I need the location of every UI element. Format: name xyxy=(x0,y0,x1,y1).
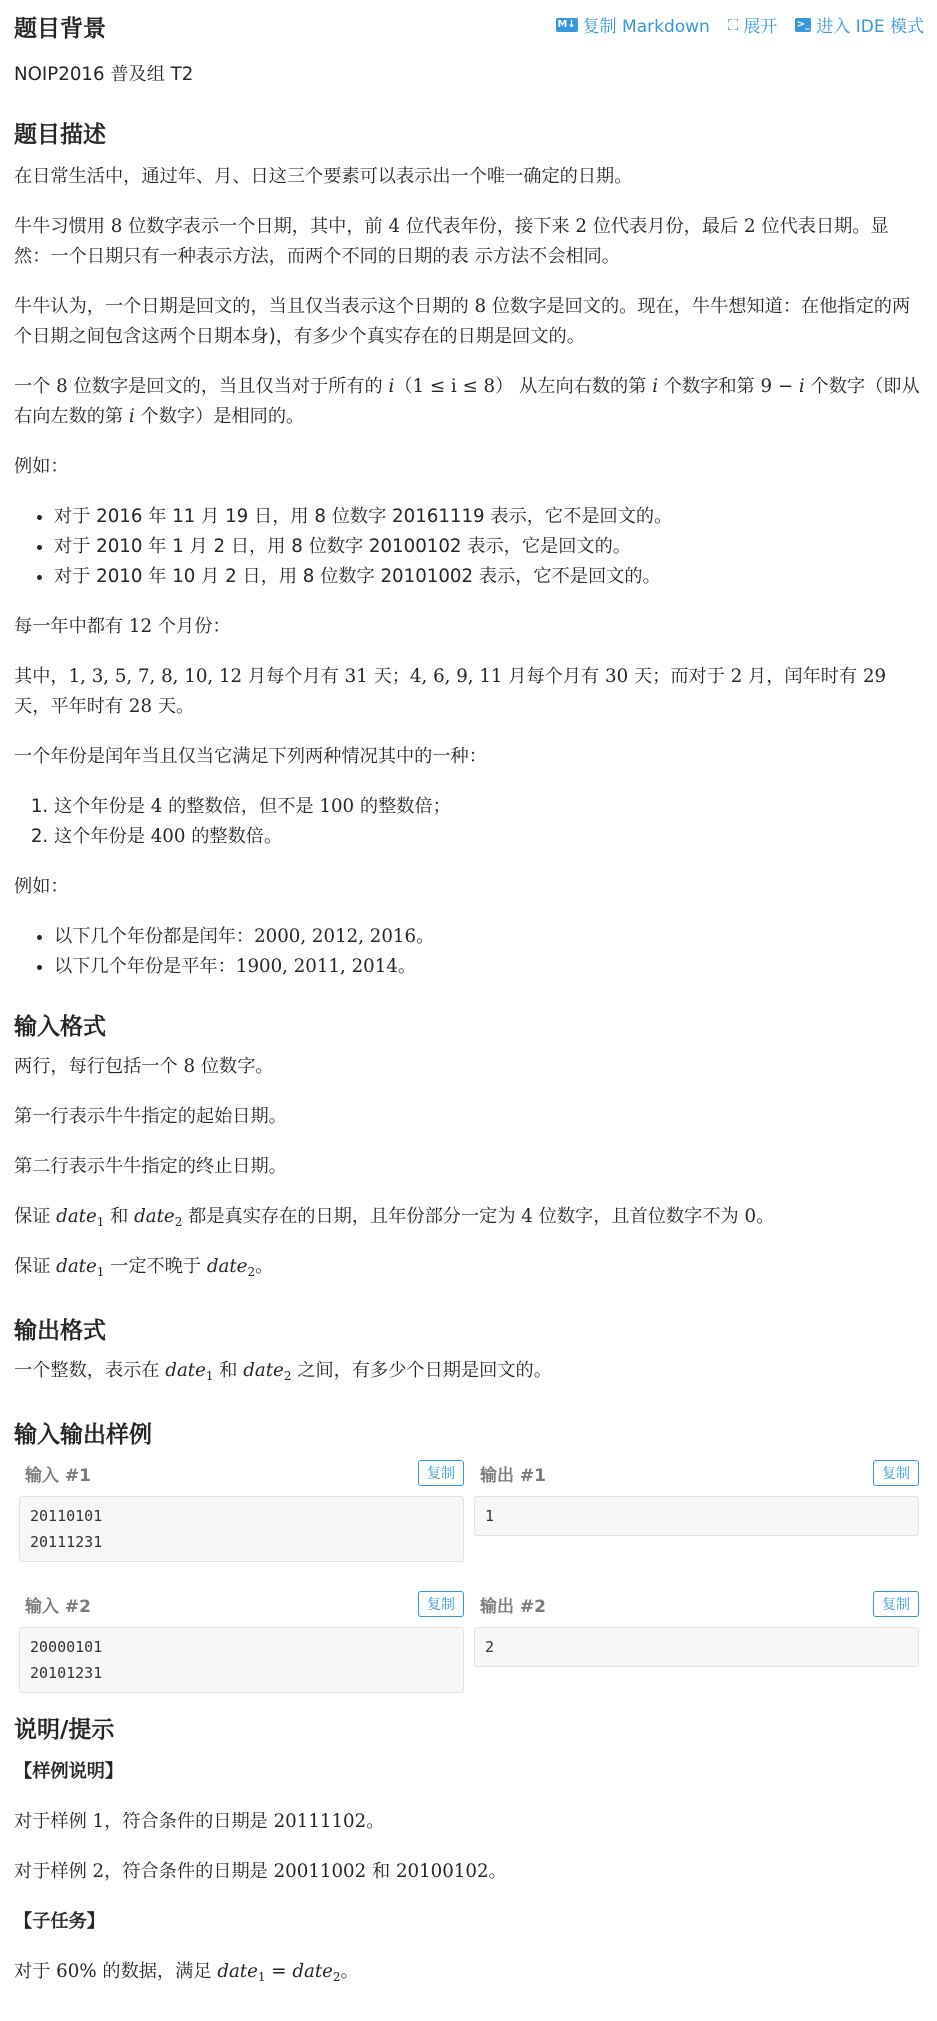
leap-rule-list xyxy=(14,792,451,852)
desc-paragraph: 一个 8 位数字是回文的，当且仅当对于所有的 i（1 ≤ i ≤ 8） 从左向右数的第 i 个数字和第 9 − i 个数字（即从右向左数的第 i 个数字）是相同的。 xyxy=(14,376,920,427)
list-item: • 对于 2010 年 1 月 2 日，用 8 位数字 20100102 表示，它是回文的。 xyxy=(54,532,672,562)
list-item: 2. 这个年份是 400 的整数倍。 xyxy=(54,822,451,852)
expand-icon: ⛶ xyxy=(727,15,739,34)
input-paragraph: 第二行表示牛牛指定的终止日期。 xyxy=(14,1156,287,1177)
toolbar xyxy=(556,12,924,37)
list-item: 1. 这个年份是 4 的整数倍，但不是 100 的整数倍； xyxy=(54,792,451,822)
list-item: • 以下几个年份是平年：1900, 2011, 2014。 xyxy=(54,952,434,982)
section-title-samples: 输入输出样例 xyxy=(14,1422,152,1448)
copy-markdown-button[interactable]: M↓ 复制 Markdown xyxy=(557,17,710,37)
list-item: • 对于 2010 年 10 月 2 日，用 8 位数字 20101002 表示，它不是回文的。 xyxy=(54,562,672,592)
desc-paragraph: 一个年份是闰年当且仅当它满足下列两种情况其中的一种： xyxy=(14,746,487,767)
sample-title: 输入 #1 xyxy=(25,1465,91,1486)
hint-subheading: 【样例说明】 xyxy=(14,1761,124,1782)
expand-button[interactable]: ⛶ 展开 xyxy=(727,15,778,37)
hint-paragraph: 对于样例 2，符合条件的日期是 20011002 和 20100102。 xyxy=(14,1861,507,1882)
example-label: 例如： xyxy=(14,876,69,897)
desc-paragraph: 牛牛认为，一个日期是回文的，当且仅当表示这个日期的 8 位数字是回文的。现在，牛牛想知道：在他指定的两个日期之间包含这两个日期本身)，有多少个真实存在的日期是回文的。 xyxy=(14,296,911,347)
desc-paragraph: 在日常生活中，通过年、月、日这三个要素可以表示出一个唯一确定的日期。 xyxy=(14,166,633,187)
desc-paragraph: 每一年中都有 12 个月份： xyxy=(14,616,231,637)
year-example-list xyxy=(14,922,434,982)
sample-input-1 xyxy=(19,1458,464,1562)
markdown-icon: M↓ xyxy=(557,18,576,30)
example-label: 例如： xyxy=(14,456,69,477)
copy-button[interactable]: 复制 xyxy=(418,1591,464,1617)
sample-code: 20110101 20111231 xyxy=(19,1496,464,1562)
input-paragraph: 第一行表示牛牛指定的起始日期。 xyxy=(14,1106,287,1127)
list-item: • 对于 2016 年 11 月 19 日，用 8 位数字 20161119 表示，它不是回文的。 xyxy=(54,502,672,532)
sample-output-2 xyxy=(474,1589,919,1667)
copy-button[interactable]: 复制 xyxy=(873,1591,919,1617)
copy-button[interactable]: 复制 xyxy=(418,1460,464,1486)
desc-paragraph: 牛牛习惯用 8 位数字表示一个日期，其中，前 4 位代表年份，接下来 2 位代表月份，最后 2 位代表日期。显然：一个日期只有一种表示方法，而两个不同的日期的表 示方法不会相同。 xyxy=(14,216,889,267)
section-title-hint: 说明/提示 xyxy=(14,1717,115,1743)
section-title-output: 输出格式 xyxy=(14,1318,106,1344)
hint-subheading: 【子任务】 xyxy=(14,1911,105,1932)
input-paragraph: 两行，每行包括一个 8 位数字。 xyxy=(14,1056,274,1077)
terminal-icon: >_ xyxy=(796,18,811,30)
input-paragraph: 保证 date$_1$ 和 date$_2$ 都是真实存在的日期，且年份部分一定为 4 位数字，且首位数字不为 0。 xyxy=(14,1206,775,1229)
desc-paragraph: 其中，1, 3, 5, 7, 8, 10, 12 月每个月有 31 天；4, 6, 9, 11 月每个月有 30 天；而对于 2 月，闰年时有 29 天，平年时有 28 天。 xyxy=(14,666,887,717)
hint-paragraph: 对于 60% 的数据，满足 date$_1$ = date$_2$。 xyxy=(14,1961,359,1984)
section-title-background: 题目背景 xyxy=(14,16,106,42)
input-paragraph: 保证 date$_1$ 一定不晚于 date$_2$。 xyxy=(14,1256,274,1279)
enter-ide-button[interactable]: >_ 进入 IDE 模式 xyxy=(796,17,924,37)
sample-code: 1 xyxy=(474,1496,919,1536)
copy-button[interactable]: 复制 xyxy=(873,1460,919,1486)
section-title-description: 题目描述 xyxy=(14,122,106,148)
sample-title: 输出 #1 xyxy=(480,1465,546,1486)
output-paragraph: 一个整数，表示在 date$_1$ 和 date$_2$ 之间，有多少个日期是回文的。 xyxy=(14,1360,552,1383)
hint-paragraph: 对于样例 1，符合条件的日期是 20111102。 xyxy=(14,1811,385,1832)
sample-code: 20000101 20101231 xyxy=(19,1627,464,1693)
background-text: NOIP2016 普及组 T2 xyxy=(14,64,194,85)
sample-input-2 xyxy=(19,1589,464,1693)
example-list xyxy=(14,502,672,592)
section-title-input: 输入格式 xyxy=(14,1014,106,1040)
sample-title: 输出 #2 xyxy=(480,1596,546,1617)
sample-code: 2 xyxy=(474,1627,919,1667)
sample-title: 输入 #2 xyxy=(25,1596,91,1617)
list-item: • 以下几个年份都是闰年：2000, 2012, 2016。 xyxy=(54,922,434,952)
sample-output-1 xyxy=(474,1458,919,1536)
